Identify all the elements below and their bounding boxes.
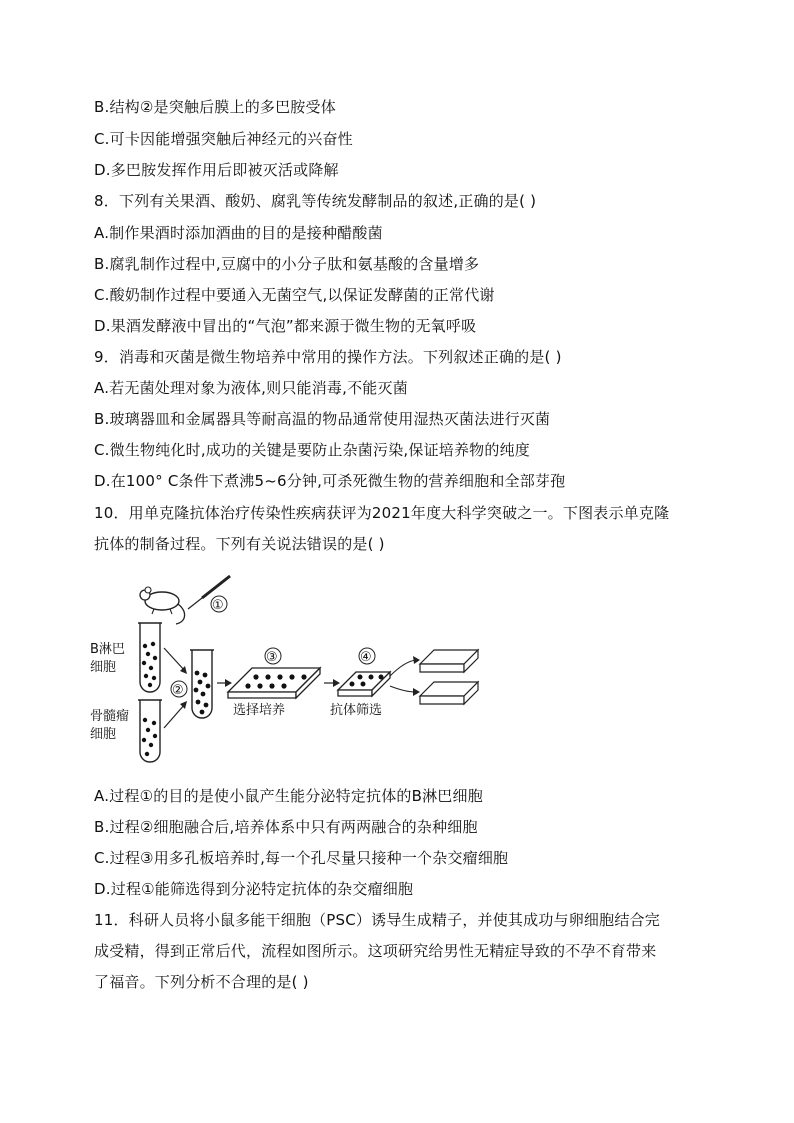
q9-option-b: B.玻璃器皿和金属器具等耐高温的物品通常使用湿热灭菌法进行灭菌: [94, 410, 551, 428]
q8-option-b: B.腐乳制作过程中,豆腐中的小分子肽和氨基酸的含量增多: [94, 255, 480, 273]
b-cell-label-line2: 细胞: [90, 660, 117, 675]
step3-label: ③: [266, 650, 278, 665]
syringe-icon: [188, 576, 230, 609]
q11-stem-line3: 了福音。下列分析不合理的是( ): [94, 973, 309, 991]
monoclonal-antibody-diagram: [90, 568, 490, 768]
arrow-b-to-fusion: [164, 648, 185, 671]
q8-option-c: C.酸奶制作过程中要通入无菌空气,以保证发酵菌的正常代谢: [94, 286, 495, 304]
arrow-myeloma-to-fusion: [164, 704, 185, 728]
step2-label: ②: [172, 683, 184, 698]
step4-label: ④: [360, 650, 372, 665]
q9-option-d: D.在100° C条件下煮沸5~6分钟,可杀死微生物的营养细胞和全部芽孢: [94, 472, 566, 490]
q9-option-c: C.微生物纯化时,成功的关键是要防止杂菌污染,保证培养物的纯度: [94, 441, 530, 459]
step1-label: ①: [212, 598, 224, 613]
selection-culture-label: 选择培养: [233, 703, 286, 718]
culture-dish-lower: [420, 682, 478, 704]
fusion-test-tube: [190, 650, 214, 718]
q10-stem-line2: 抗体的制备过程。下列有关说法错误的是( ): [94, 535, 385, 553]
arrow-to-dish-lower: [413, 688, 420, 696]
b-cell-test-tube: [138, 623, 162, 692]
multiwell-plate-3: [228, 668, 320, 698]
q8-stem: 8．下列有关果酒、酸奶、腐乳等传统发酵制品的叙述,正确的是( ): [94, 192, 537, 210]
arrow-to-plate3: [225, 679, 232, 687]
q10-option-c: C.过程③用多孔板培养时,每一个孔尽量只接种一个杂交瘤细胞: [94, 849, 509, 867]
q8-option-a: A.制作果酒时添加酒曲的目的是接种醋酸菌: [94, 224, 383, 242]
arrow-to-dish-upper: [413, 656, 420, 664]
q9-stem: 9．消毒和灭菌是微生物培养中常用的操作方法。下列叙述正确的是( ): [94, 348, 562, 366]
q10-option-b: B.过程②细胞融合后,培养体系中只有两两融合的杂种细胞: [94, 818, 478, 836]
q10-option-a: A.过程①的目的是使小鼠产生能分泌特定抗体的B淋巴细胞: [94, 787, 483, 805]
q10-stem-line1: 10．用单克隆抗体治疗传染性疾病获评为2021年度大科学突破之一。下图表示单克隆: [94, 504, 670, 522]
q8-option-d: D.果酒发酵液中冒出的“气泡”都来源于微生物的无氧呼吸: [94, 317, 477, 335]
myeloma-label-line1: 骨髓瘤: [90, 709, 130, 724]
q7-option-c: C.可卡因能增强突触后神经元的兴奋性: [94, 130, 353, 148]
q7-option-d: D.多巴胺发挥作用后即被灭活或降解: [94, 161, 339, 179]
q10-option-d: D.过程①能筛选得到分泌特定抗体的杂交瘤细胞: [94, 880, 414, 898]
antibody-screening-label: 抗体筛选: [330, 703, 383, 718]
q7-option-b: B.结构②是突触后膜上的多巴胺受体: [94, 98, 336, 116]
b-cell-label-line1: B淋巴: [90, 642, 125, 657]
arrow-to-plate4: [333, 679, 340, 687]
multiwell-plate-4: [338, 672, 390, 696]
q11-stem-line1: 11．科研人员将小鼠多能干细胞（PSC）诱导生成精子，并使其成功与卵细胞结合完: [94, 911, 660, 929]
q11-stem-line2: 成受精，得到正常后代，流程如图所示。这项研究给男性无精症导致的不孕不育带来: [94, 942, 657, 960]
myeloma-label-line2: 细胞: [90, 727, 117, 742]
mouse-illustration: [140, 587, 185, 624]
culture-dish-upper: [420, 650, 478, 672]
myeloma-test-tube: [138, 700, 162, 762]
q9-option-a: A.若无菌处理对象为液体,则只能消毒,不能灭菌: [94, 379, 408, 397]
